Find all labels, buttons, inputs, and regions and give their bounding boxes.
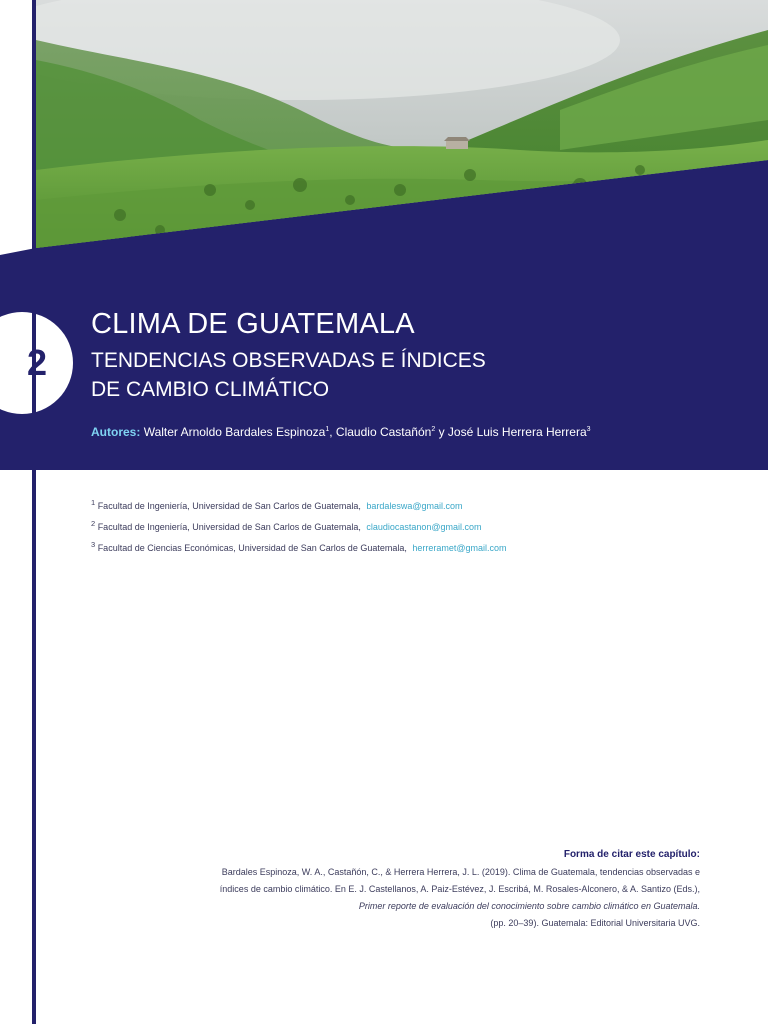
affiliation-2-text: Facultad de Ingeniería, Universidad de San Carlos de Guatemala, — [97, 522, 361, 532]
affiliation-2-number: 2 — [91, 519, 96, 528]
white-wedge — [0, 0, 36, 255]
citation-line-4: (pp. 20–39). Guatemala: Editorial Universitaria UVG. — [490, 918, 700, 928]
affiliation-3-email[interactable]: herreramet@gmail.com — [412, 543, 507, 553]
affiliation-1-email[interactable]: bardaleswa@gmail.com — [366, 501, 463, 511]
authors-line — [91, 425, 591, 439]
chapter-subtitle-line-1: TENDENCIAS OBSERVADAS E ÍNDICES — [91, 349, 486, 372]
author-1: Walter Arnoldo Bardales Espinoza — [143, 425, 326, 439]
affiliation-3 — [91, 536, 507, 557]
author-2-affil: 2 — [431, 426, 436, 433]
author-separator-2: y — [435, 425, 448, 439]
citation-block — [140, 846, 700, 932]
citation-line-1: Bardales Espinoza, W. A., Castañón, C., & Herrera Herrera, J. L. (2019). Clima de Guatemala, tendencias observadas e — [221, 867, 700, 877]
authors-label: Autores: — [91, 425, 141, 439]
citation-title: Forma de citar este capítulo: — [563, 849, 700, 860]
title-block — [91, 306, 486, 404]
author-3-affil: 3 — [586, 426, 591, 433]
affiliation-1-text: Facultad de Ingeniería, Universidad de San Carlos de Guatemala, — [97, 501, 361, 511]
chapter-subtitle-line-2: DE CAMBIO CLIMÁTICO — [91, 378, 330, 401]
affiliation-3-number: 3 — [91, 540, 96, 549]
citation-line-2: índices de cambio climático. En E. J. Castellanos, A. Paiz-Estévez, J. Escribá, M. Rosales-Alconero, & A. Santizo (Eds.), — [219, 884, 700, 894]
author-separator-1: , — [329, 425, 336, 439]
affiliation-1 — [91, 494, 507, 515]
author-2: Claudio Castañón — [335, 425, 432, 439]
affiliation-3-text: Facultad de Ciencias Económicas, Universidad de San Carlos de Guatemala, — [97, 543, 407, 553]
citation-line-3: Primer reporte de evaluación del conocimiento sobre cambio climático en Guatemala. — [358, 901, 700, 911]
affiliations — [91, 494, 507, 557]
author-1-affil: 1 — [325, 426, 330, 433]
chapter-number: 2 — [26, 342, 48, 383]
affiliation-2 — [91, 515, 507, 536]
affiliation-2-email[interactable]: claudiocastanon@gmail.com — [366, 522, 482, 532]
left-accent-bar — [32, 0, 36, 1024]
chapter-title: CLIMA DE GUATEMALA — [91, 308, 415, 340]
affiliation-1-number: 1 — [91, 498, 96, 507]
author-3: José Luis Herrera Herrera — [447, 425, 587, 439]
